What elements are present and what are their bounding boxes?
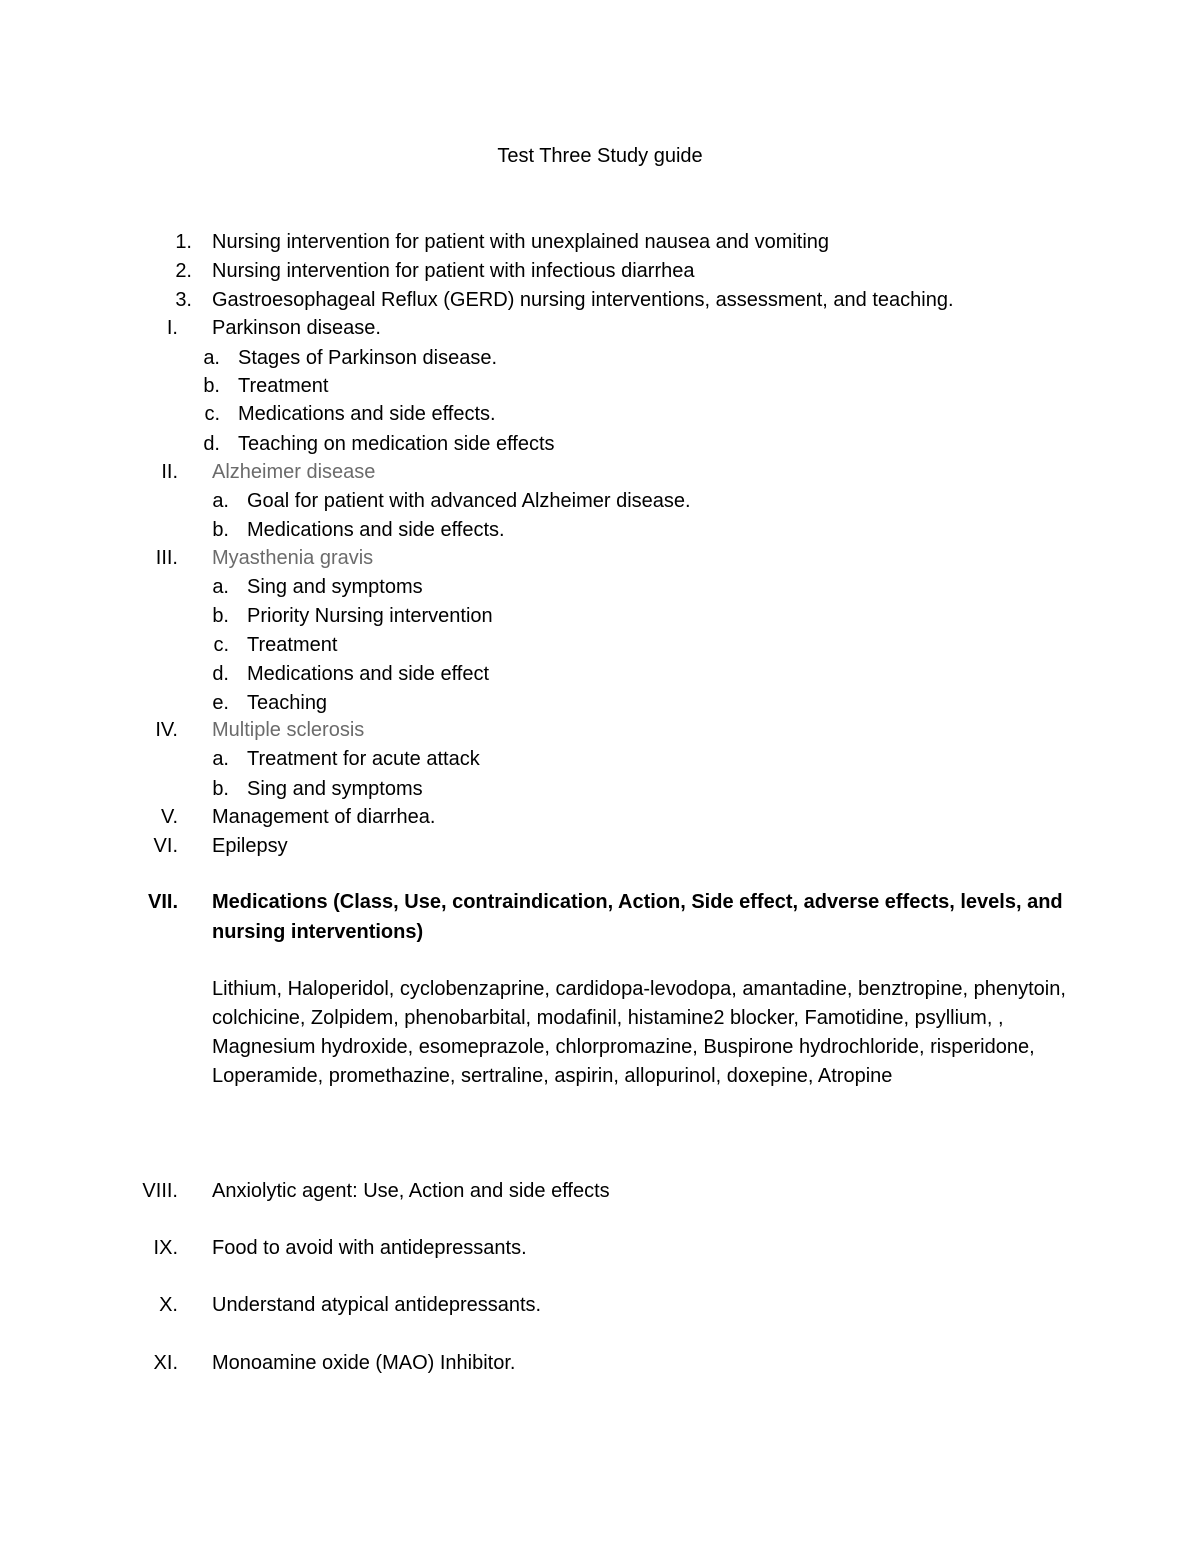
section-heading: Alzheimer disease [212, 461, 376, 483]
medications-heading: Medications (Class, Use, contraindication, Action, Side effect, adverse effects, levels, and nursing interventions) [212, 891, 1063, 943]
sub-text: Sing and symptoms [247, 778, 423, 800]
sub-marker: b. [212, 605, 229, 627]
section-heading: Myasthenia gravis [212, 547, 374, 569]
sub-text: Stages of Parkinson disease. [238, 347, 498, 369]
sub-marker: b. [203, 375, 220, 397]
section-marker: IV. [155, 719, 178, 741]
sub-text: Teaching on medication side effects [238, 433, 555, 455]
item-text: Gastroesophageal Reflux (GERD) nursing interventions, assessment, and teaching. [212, 289, 954, 311]
section-marker: X. [159, 1294, 178, 1316]
sub-marker: b. [212, 778, 229, 800]
sub-marker: a. [212, 748, 229, 770]
section-heading: Monoamine oxide (MAO) Inhibitor. [212, 1352, 516, 1374]
sub-text: Treatment for acute attack [247, 748, 480, 770]
sub-marker: d. [212, 663, 229, 685]
section-marker: IX. [153, 1237, 178, 1259]
section-marker: VI. [153, 835, 178, 857]
sub-marker: a. [203, 347, 220, 369]
sub-marker: d. [203, 433, 220, 455]
sub-text: Medications and side effects. [238, 403, 496, 425]
section-heading: Food to avoid with antidepressants. [212, 1237, 527, 1259]
sub-text: Medications and side effect [247, 663, 490, 685]
sub-text: Treatment [247, 634, 338, 656]
sub-marker: c. [213, 634, 229, 656]
section-heading: Multiple sclerosis [212, 719, 365, 741]
section-marker: I. [166, 317, 178, 339]
sub-text: Sing and symptoms [247, 576, 423, 598]
item-text: Nursing intervention for patient with infectious diarrhea [212, 260, 695, 282]
sub-marker: a. [212, 576, 229, 598]
section-marker: V. [160, 806, 178, 828]
sub-marker: b. [212, 519, 229, 541]
section-marker: II. [161, 461, 178, 483]
item-marker: 2. [175, 260, 192, 282]
sub-text: Priority Nursing intervention [247, 605, 493, 627]
document-title: Test Three Study guide [497, 145, 703, 167]
sub-text: Goal for patient with advanced Alzheimer disease. [247, 490, 691, 512]
medications-list: Lithium, Haloperidol, cyclobenzaprine, cardidopa-levodopa, amantadine, benztropine, phenytoin, colchicine, Zolpidem, phenobarbital, modafinil, histamine2 blocker, Famotidine, psyllium, , Magnesium hydroxide, esomeprazole, chlorpromazine, Buspirone hydrochloride, risperidone, Loperamide, promethazine, sertraline, aspirin, allopurinol, doxepine, Atropine [212, 978, 1066, 1087]
sub-marker: a. [212, 490, 229, 512]
section-heading: Anxiolytic agent: Use, Action and side effects [212, 1180, 610, 1202]
section-marker: VII. [147, 891, 178, 913]
section-marker: XI. [153, 1352, 178, 1374]
sub-text: Teaching [247, 692, 328, 714]
sub-marker: c. [204, 403, 220, 425]
section-heading: Epilepsy [212, 835, 288, 857]
section-heading: Understand atypical antidepressants. [212, 1294, 542, 1316]
section-marker: VIII. [142, 1180, 178, 1202]
section-marker: III. [155, 547, 178, 569]
sub-text: Medications and side effects. [247, 519, 505, 541]
section-heading: Parkinson disease. [212, 317, 381, 339]
item-marker: 1. [175, 231, 192, 253]
sub-marker: e. [212, 692, 229, 714]
item-text: Nursing intervention for patient with unexplained nausea and vomiting [212, 231, 830, 253]
item-marker: 3. [175, 289, 192, 311]
section-heading: Management of diarrhea. [212, 806, 436, 828]
sub-text: Treatment [238, 375, 329, 397]
